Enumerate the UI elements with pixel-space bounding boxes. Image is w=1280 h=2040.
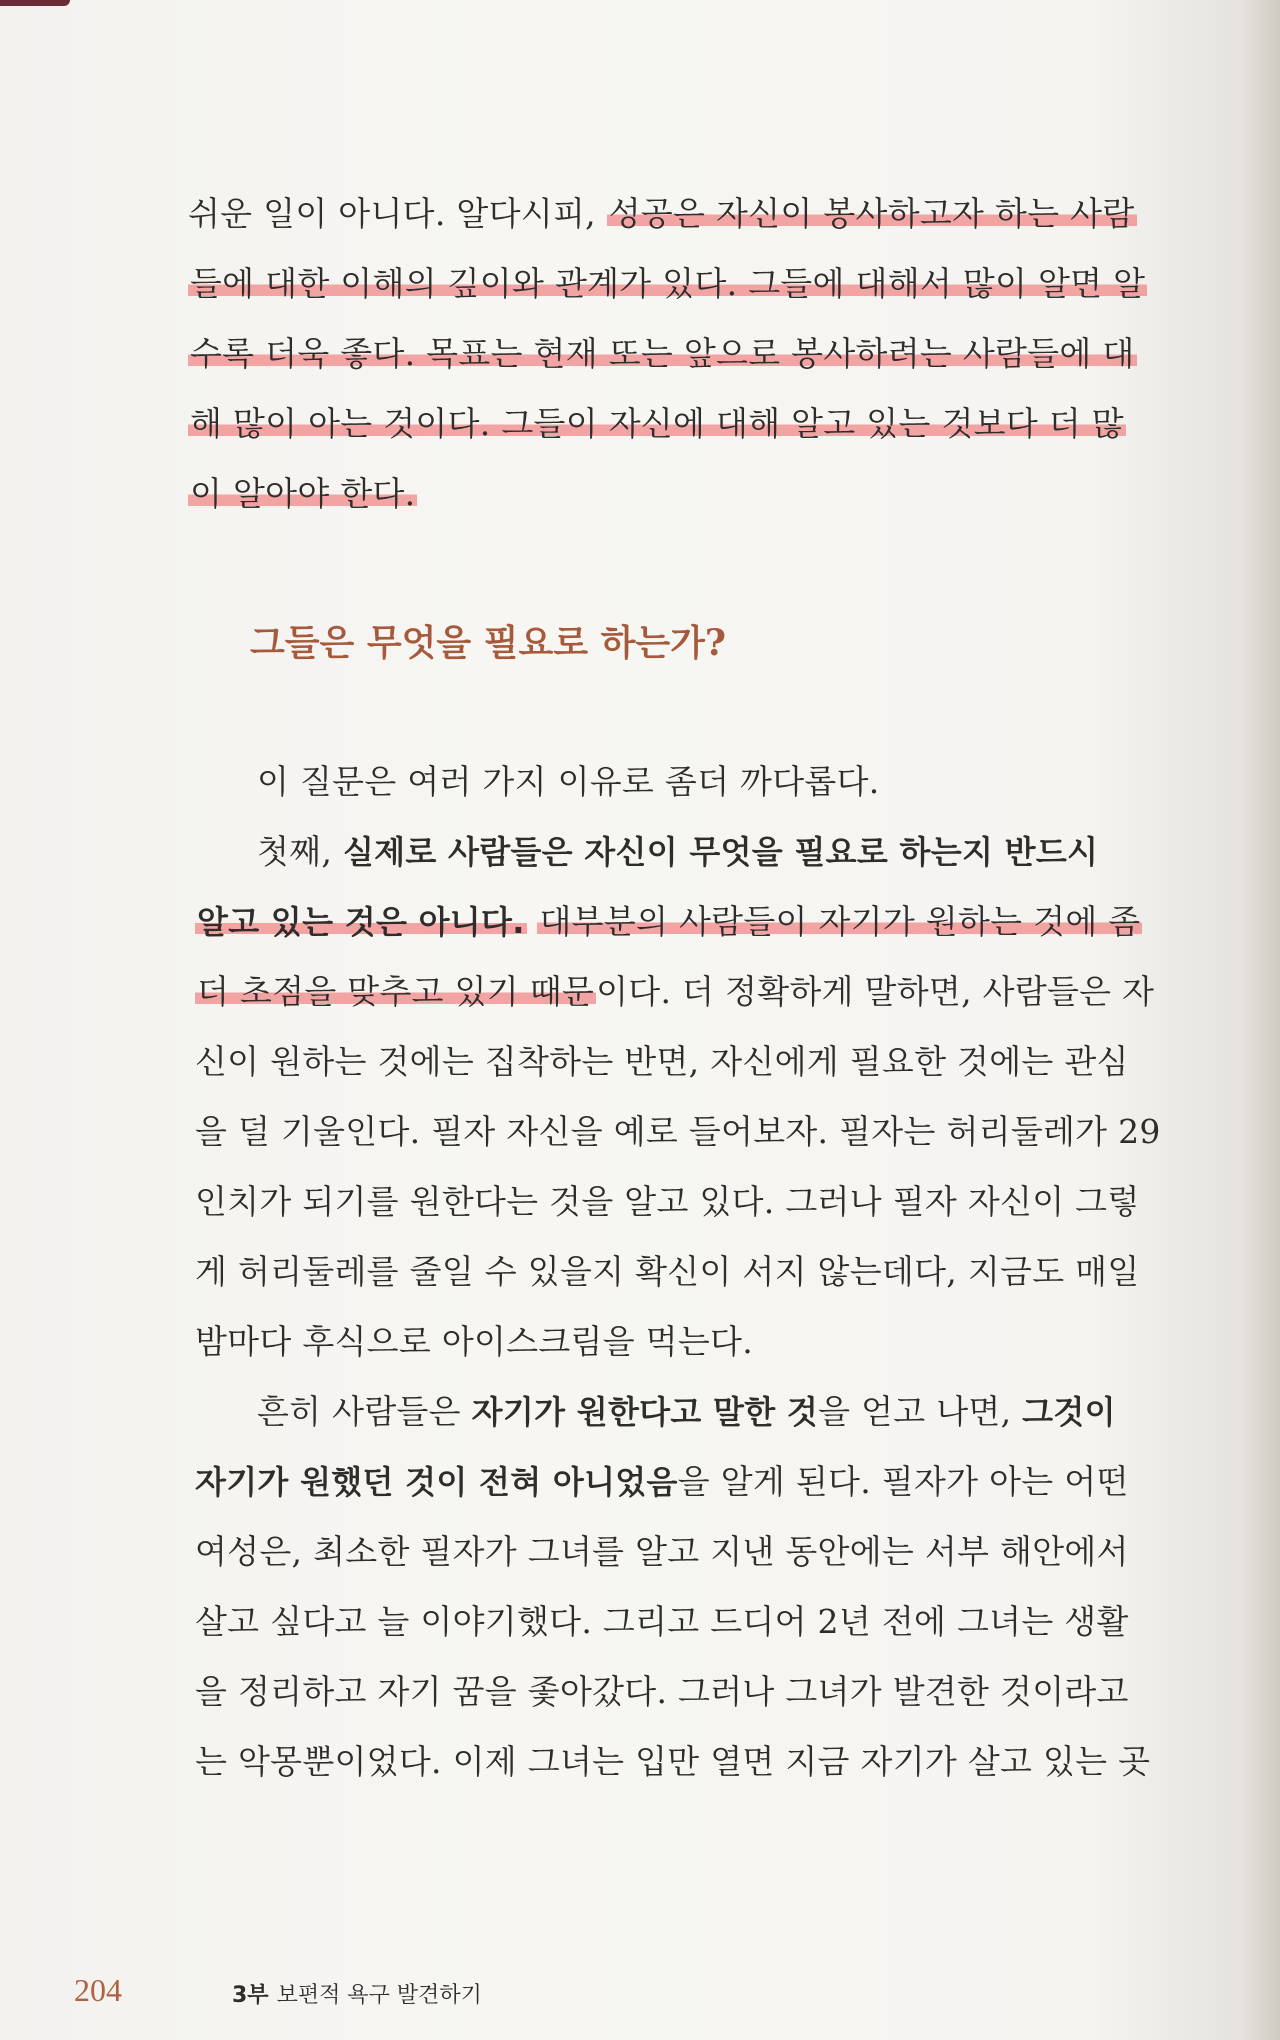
- text-run: 이다. 더 정확하게 말하면, 사람들은 자: [596, 972, 1155, 1011]
- text-line: [195, 1460, 1129, 1504]
- text-run: 밤마다 후식으로 아이스크림을 먹는다.: [195, 1322, 754, 1361]
- highlighted-text: 해 많이 아는 것이다. 그들이 자신에 대해 알고 있는 것보다 더 많: [190, 404, 1124, 443]
- text-run: 을 알게 된다. 필자가 아는 어떤: [677, 1462, 1129, 1501]
- text-line: [195, 1320, 753, 1364]
- highlighted-text: 대부분의 사람들이 자기가 원하는 것에 좀: [539, 902, 1141, 941]
- text-line: [195, 1250, 1140, 1294]
- text-line: [188, 472, 417, 516]
- text-line: [195, 1530, 1129, 1574]
- highlighted-text: 더 초점을 맞추고 있기 때문: [197, 972, 595, 1011]
- text-run: 이 질문은 여러 가지 이유로 좀더 까다롭다.: [257, 762, 880, 801]
- text-line: [195, 1040, 1129, 1084]
- top-color-band: [0, 0, 70, 6]
- text-line: [188, 402, 1126, 446]
- bold-text: 실제로 사람들은 자신이 무엇을 필요로 하는지 반드시: [342, 833, 1099, 871]
- text-run: 을 정리하고 자기 꿈을 좇아갔다. 그러나 그녀가 발견한 것이라고: [195, 1672, 1129, 1711]
- highlighted-text: 이 알아야 한다.: [190, 474, 416, 513]
- page-number: 204: [74, 1972, 122, 2008]
- text-run: [527, 902, 538, 941]
- part-label: 3부: [232, 1983, 269, 2008]
- text-line: [195, 1740, 1150, 1784]
- text-run: 흔히 사람들은: [257, 1392, 472, 1431]
- highlighted-text: 들에 대한 이해의 깊이와 관계가 있다. 그들에 대해서 많이 알면 알: [190, 264, 1146, 303]
- text-line: [257, 760, 880, 804]
- bold-text: 알고 있는 것은 아니다.: [197, 903, 525, 941]
- section-heading: 그들은 무엇을 필요로 하는가?: [250, 622, 727, 664]
- text-run: 인치가 되기를 원한다는 것을 알고 있다. 그러나 필자 자신이 그렇: [195, 1182, 1140, 1221]
- text-run: 첫째,: [257, 832, 343, 871]
- bold-text: 자기가 원한다고 말한 것: [471, 1393, 819, 1431]
- highlighted-text: 수록 더욱 좋다. 목표는 현재 또는 앞으로 봉사하려는 사람들에 대: [190, 334, 1135, 373]
- text-run: 쉬운 일이 아니다. 알다시피,: [188, 194, 607, 233]
- text-run: 게 허리둘레를 줄일 수 있을지 확신이 서지 않는데다, 지금도 매일: [195, 1252, 1140, 1291]
- text-line: [257, 830, 1098, 874]
- text-run: 여성은, 최소한 필자가 그녀를 알고 지낸 동안에는 서부 해안에서: [195, 1532, 1129, 1571]
- text-run: 을 얻고 나면,: [818, 1392, 1023, 1431]
- bold-text: 그것이: [1022, 1393, 1116, 1431]
- text-run: 는 악몽뿐이었다. 이제 그녀는 입만 열면 지금 자기가 살고 있는 곳: [195, 1742, 1151, 1781]
- text-run: 을 덜 기울인다. 필자 자신을 예로 들어보자. 필자는 허리둘레가 29: [195, 1112, 1161, 1151]
- text-line: [195, 1110, 1161, 1154]
- running-footer: [232, 1978, 482, 2009]
- highlighted-text: 성공은 자신이 봉사하고자 하는 사람: [608, 194, 1135, 233]
- text-line: [188, 192, 1137, 236]
- text-line: [195, 1670, 1129, 1714]
- text-line: [195, 1600, 1129, 1644]
- chapter-title: 보편적 욕구 발견하기: [276, 1983, 482, 2008]
- bold-text: 자기가 원했던 것이 전혀 아니었음: [195, 1463, 678, 1501]
- text-run: 신이 원하는 것에는 집착하는 반면, 자신에게 필요한 것에는 관심: [195, 1042, 1129, 1081]
- text-line: [195, 900, 1142, 944]
- text-line: [257, 1390, 1116, 1434]
- text-line: [188, 332, 1137, 376]
- text-line: [195, 970, 1154, 1014]
- text-run: 살고 싶다고 늘 이야기했다. 그리고 드디어 2년 전에 그녀는 생활: [195, 1602, 1129, 1641]
- text-line: [195, 1180, 1140, 1224]
- text-line: [188, 262, 1147, 306]
